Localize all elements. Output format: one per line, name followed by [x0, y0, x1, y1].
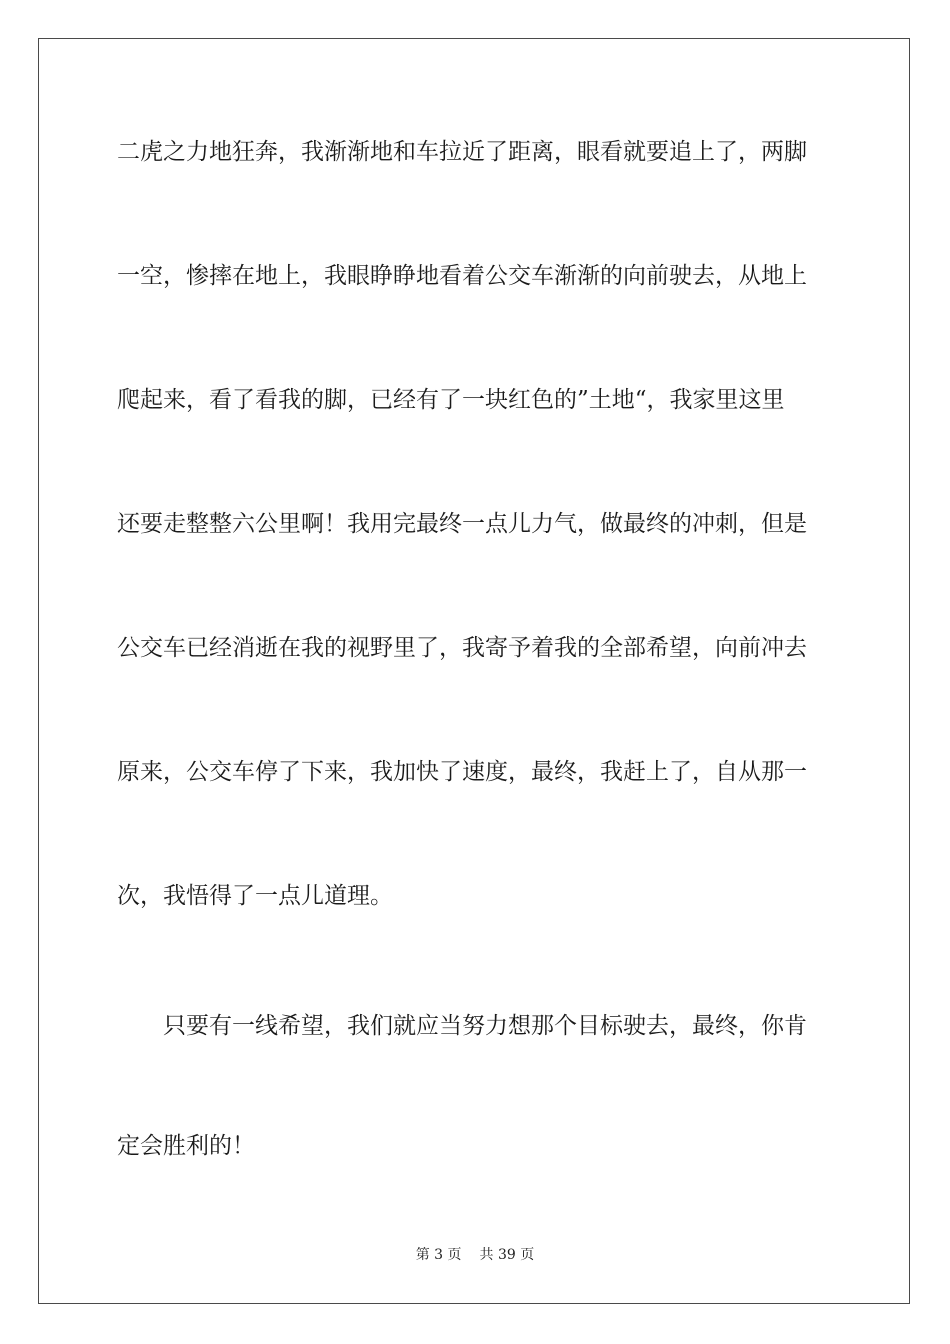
text-line: 一空，惨摔在地上，我眼睁睁地看着公交车渐渐的向前驶去，从地上 — [117, 263, 807, 289]
page-total: 共 39 页 — [479, 1247, 535, 1263]
page-number: 第 3 页 — [415, 1247, 462, 1263]
text-line: 只要有一线希望，我们就应当努力想那个目标驶去，最终，你肯 — [117, 1013, 807, 1039]
text-line: 次，我悟得了一点儿道理。 — [117, 883, 393, 909]
text-line: 还要走整整六公里啊！我用完最终一点儿力气，做最终的冲刺，但是 — [117, 511, 807, 537]
text-line: 二虎之力地狂奔，我渐渐地和车拉近了距离，眼看就要追上了，两脚 — [117, 139, 807, 165]
text-line: 爬起来，看了看我的脚，已经有了一块红色的”土地“，我家里这里 — [117, 387, 785, 413]
page-border — [38, 38, 910, 1304]
text-line: 原来，公交车停了下来，我加快了速度，最终，我赶上了，自从那一 — [117, 759, 807, 785]
text-line: 定会胜利的！ — [117, 1133, 255, 1159]
text-line: 公交车已经消逝在我的视野里了，我寄予着我的全部希望，向前冲去 — [117, 635, 807, 661]
page-footer — [0, 1246, 950, 1264]
